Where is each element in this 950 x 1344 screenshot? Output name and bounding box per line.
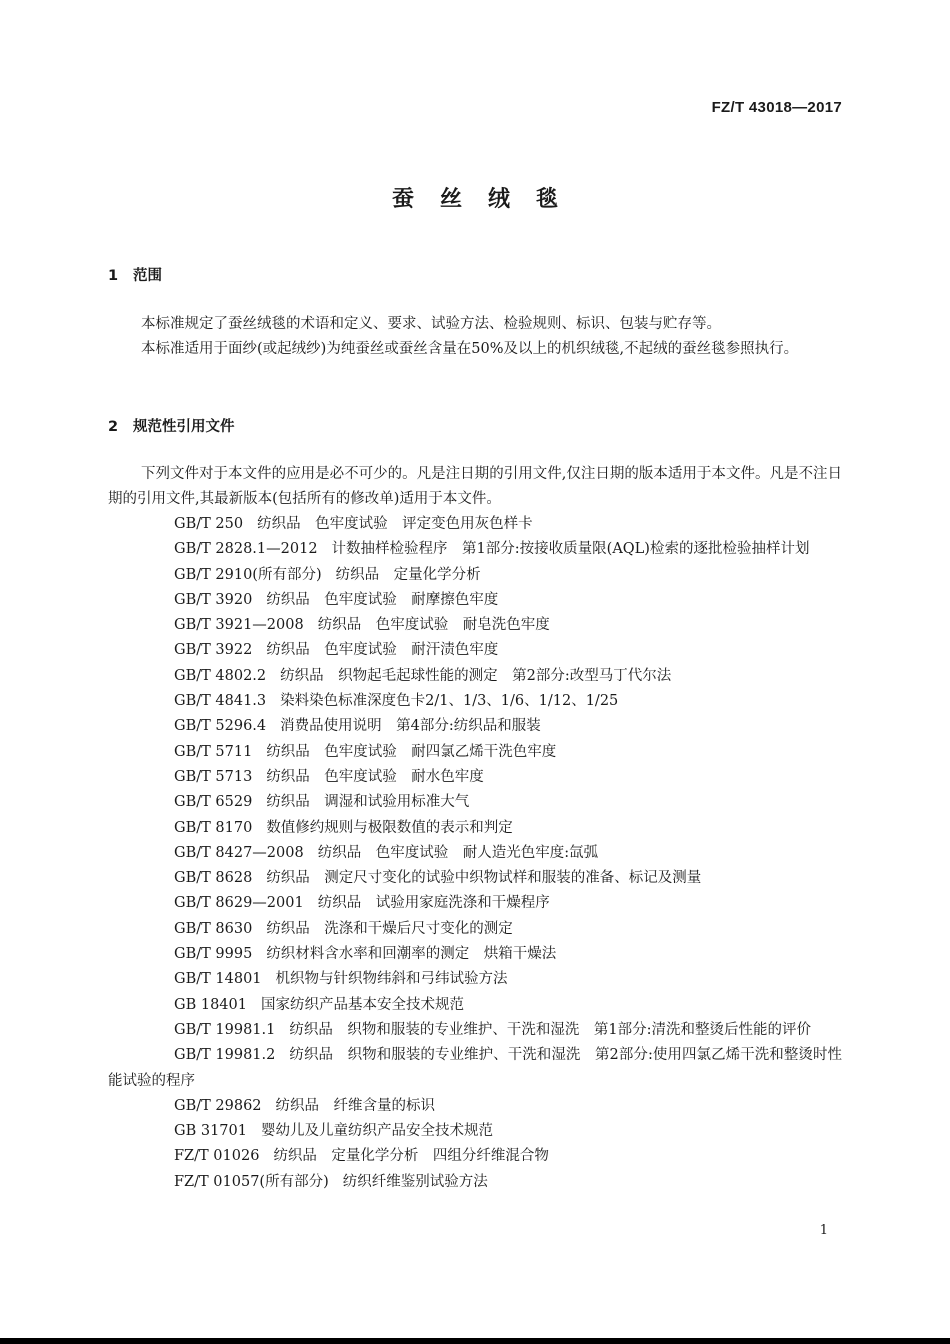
reference-item xyxy=(108,967,842,992)
reference-title: 纺织品 色牢度试验 评定变色用灰色样卡 xyxy=(257,516,533,532)
reference-item xyxy=(108,588,842,613)
reference-code: GB/T 2828.1—2012 xyxy=(174,541,318,558)
reference-item xyxy=(108,993,842,1018)
page-bottom-border xyxy=(0,1338,950,1344)
reference-title: 纺织品 洗涤和干燥后尺寸变化的测定 xyxy=(266,920,513,937)
reference-item xyxy=(108,689,842,714)
reference-code: GB/T 8427—2008 xyxy=(174,844,304,861)
reference-title: 纺织品 色牢度试验 耐水色牢度 xyxy=(266,768,484,785)
reference-title: 计数抽样检验程序 第1部分:按接收质量限(AQL)检索的逐批检验抽样计划 xyxy=(331,541,810,558)
reference-item xyxy=(108,613,842,638)
reference-item xyxy=(108,790,842,815)
section-2-intro: 下列文件对于本文件的应用是必不可少的。凡是注日期的引用文件,仅注日期的版本适用于本文件。凡是不注日期的引用文件,其最新版本(包括所有的修改单)适用于本文件。 xyxy=(108,466,842,508)
reference-item xyxy=(108,638,842,663)
reference-item xyxy=(108,512,842,537)
reference-title: 纺织品 织物和服装的专业维护、干洗和湿洗 第2部分:使用四氯乙烯干洗和整烫时性能试验的程序 xyxy=(108,1047,842,1089)
reference-item xyxy=(108,866,842,891)
reference-title: 纺织材料含水率和回潮率的测定 烘箱干燥法 xyxy=(266,946,557,963)
section-1-paragraph-2: 本标准适用于面纱(或起绒纱)为纯蚕丝或蚕丝含量在50%及以上的机织绒毯,不起绒的蚕丝毯参照执行。 xyxy=(141,341,799,357)
reference-title: 纺织品 测定尺寸变化的试验中织物试样和服装的准备、标记及测量 xyxy=(266,870,702,887)
reference-title: 消费品使用说明 第4部分:纺织品和服装 xyxy=(280,718,541,735)
reference-title: 纺织品 色牢度试验 耐四氯乙烯干洗色牢度 xyxy=(266,743,557,760)
reference-item xyxy=(108,740,842,765)
reference-item xyxy=(108,816,842,841)
reference-code: GB/T 6529 xyxy=(174,794,253,811)
reference-item xyxy=(108,942,842,967)
reference-code: GB/T 19981.1 xyxy=(174,1021,276,1038)
reference-code: FZ/T 01026 xyxy=(174,1148,260,1165)
reference-item xyxy=(108,891,842,916)
reference-code: GB/T 5711 xyxy=(174,743,253,760)
reference-code: GB/T 3920 xyxy=(174,591,253,608)
reference-item xyxy=(108,537,842,562)
reference-code: GB/T 8170 xyxy=(174,819,253,836)
page-number: 1 xyxy=(819,1223,828,1238)
reference-title: 纺织品 试验用家庭洗涤和干燥程序 xyxy=(317,895,550,912)
reference-code: GB 31701 xyxy=(174,1123,247,1140)
reference-code: GB/T 3921—2008 xyxy=(174,617,304,634)
reference-item xyxy=(108,1119,842,1144)
reference-code: GB/T 250 xyxy=(174,516,244,532)
reference-item xyxy=(108,664,842,689)
reference-list xyxy=(108,512,842,1195)
reference-code: GB/T 3922 xyxy=(174,642,253,659)
reference-code: GB/T 2910(所有部分) xyxy=(174,566,322,583)
reference-title: 机织物与针织物纬斜和弓纬试验方法 xyxy=(275,971,508,988)
reference-code: GB/T 4841.3 xyxy=(174,693,267,710)
section-1-number: 1 xyxy=(108,268,119,284)
reference-item xyxy=(108,1170,842,1195)
reference-title: 纺织品 色牢度试验 耐皂洗色牢度 xyxy=(317,617,550,634)
reference-code: GB/T 5296.4 xyxy=(174,718,267,735)
reference-title: 纺织品 色牢度试验 耐摩擦色牢度 xyxy=(266,591,499,608)
reference-title: 纺织品 色牢度试验 耐汗渍色牢度 xyxy=(266,642,499,659)
reference-title: 纺织纤维鉴别试验方法 xyxy=(342,1173,488,1190)
reference-item xyxy=(108,714,842,739)
reference-code: GB/T 8628 xyxy=(174,870,253,887)
reference-item xyxy=(108,563,842,588)
reference-item xyxy=(108,1043,842,1094)
reference-title: 纺织品 织物和服装的专业维护、干洗和湿洗 第1部分:清洗和整烫后性能的评价 xyxy=(289,1021,811,1038)
reference-code: GB/T 9995 xyxy=(174,946,253,963)
reference-item xyxy=(108,765,842,790)
reference-code: GB/T 5713 xyxy=(174,768,253,785)
reference-item xyxy=(108,1144,842,1169)
reference-item xyxy=(108,1094,842,1119)
reference-item xyxy=(108,1018,842,1043)
reference-title: 纺织品 织物起毛起球性能的测定 第2部分:改型马丁代尔法 xyxy=(280,667,672,684)
reference-title: 数值修约规则与极限数值的表示和判定 xyxy=(266,819,513,836)
reference-title: 纺织品 定量化学分析 xyxy=(335,566,481,583)
section-1-paragraph-1: 本标准规定了蚕丝绒毯的术语和定义、要求、试验方法、检验规则、标识、包装与贮存等。 xyxy=(141,316,721,332)
reference-title: 纺织品 调湿和试验用标准大气 xyxy=(266,794,470,811)
reference-code: FZ/T 01057(所有部分) xyxy=(174,1173,329,1190)
section-2-title: 规范性引用文件 xyxy=(133,419,235,435)
reference-code: GB/T 29862 xyxy=(174,1097,262,1114)
reference-code: GB/T 8629—2001 xyxy=(174,895,304,912)
reference-title: 染料染色标准深度色卡2/1、1/3、1/6、1/12、1/25 xyxy=(280,693,619,710)
section-2-heading xyxy=(108,415,235,436)
reference-title: 婴幼儿及儿童纺织产品安全技术规范 xyxy=(260,1123,493,1140)
reference-code: GB 18401 xyxy=(174,996,247,1013)
reference-code: GB/T 19981.2 xyxy=(174,1047,276,1064)
document-title: 蚕丝绒毯 xyxy=(391,187,584,212)
standard-code: FZ/T 43018—2017 xyxy=(711,99,842,116)
reference-code: GB/T 4802.2 xyxy=(174,667,267,684)
reference-item xyxy=(108,917,842,942)
section-2-number: 2 xyxy=(108,419,119,435)
reference-item xyxy=(108,841,842,866)
reference-title: 纺织品 色牢度试验 耐人造光色牢度:氙弧 xyxy=(317,844,599,861)
reference-title: 纺织品 纤维含量的标识 xyxy=(275,1097,436,1114)
section-1-heading xyxy=(108,264,162,285)
reference-title: 国家纺织产品基本安全技术规范 xyxy=(260,996,464,1013)
reference-code: GB/T 8630 xyxy=(174,920,253,937)
reference-title: 纺织品 定量化学分析 四组分纤维混合物 xyxy=(273,1148,549,1165)
reference-code: GB/T 14801 xyxy=(174,971,262,988)
section-1-title: 范围 xyxy=(133,268,162,284)
